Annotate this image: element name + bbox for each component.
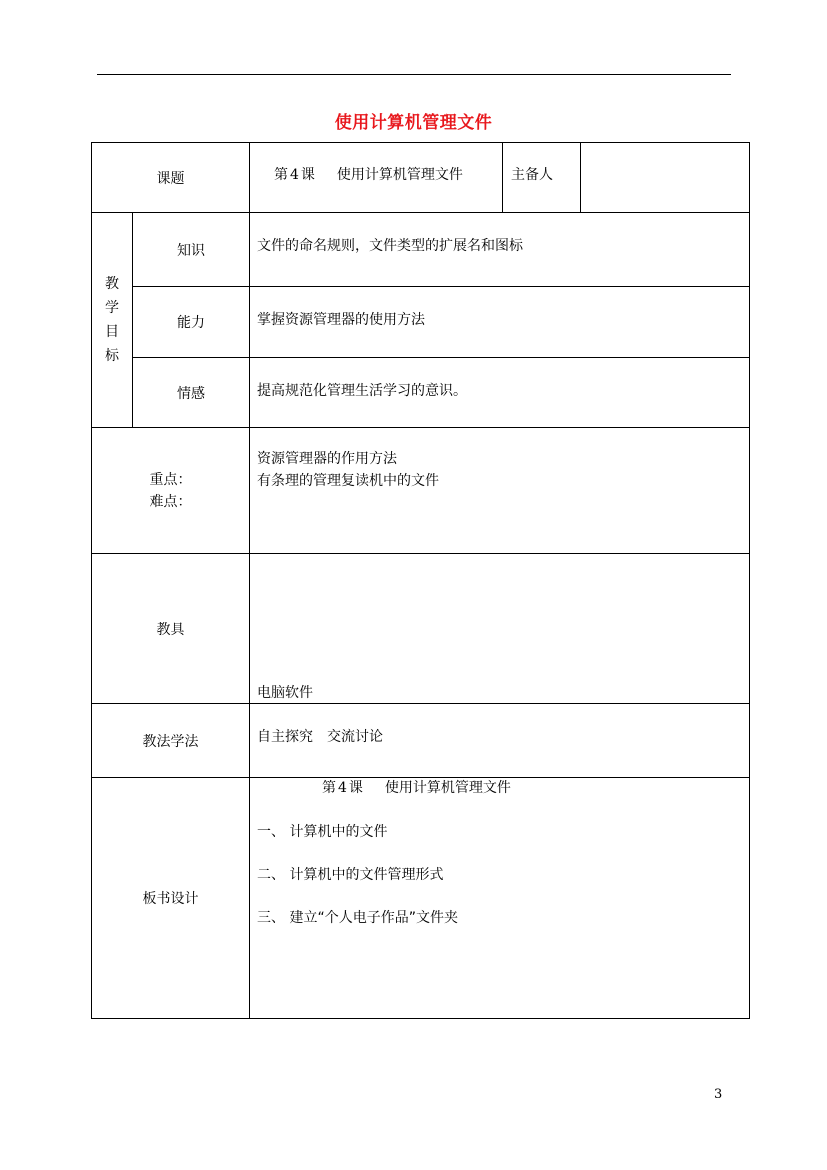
ability-content-cell (250, 287, 750, 358)
board-title-number: 4 (338, 780, 347, 796)
topic-label: 课题 (156, 170, 185, 187)
key-points-label-cell (92, 428, 250, 554)
board-item: 一、 计算机中的文件 (257, 824, 388, 840)
knowledge-text: 文件的命名规则，文件类型的扩展名和图标 (257, 238, 523, 254)
method-label-cell (92, 704, 250, 778)
knowledge-content-cell (250, 213, 750, 287)
ability-row (92, 287, 750, 358)
key-points-content-cell (250, 428, 750, 554)
emotion-label: 情感 (177, 385, 205, 402)
emotion-label-cell (133, 358, 250, 428)
key-points-row (92, 428, 750, 554)
teaching-goals-label-cell (92, 213, 133, 428)
board-title-prefix: 第 (322, 780, 336, 796)
knowledge-label-cell (133, 213, 250, 287)
board-design-content-cell (250, 778, 750, 1019)
method-text: 自主探究 交流讨论 (257, 729, 383, 745)
tools-label: 教具 (156, 621, 185, 638)
knowledge-label: 知识 (177, 242, 205, 259)
ability-text: 掌握资源管理器的使用方法 (257, 312, 425, 328)
tools-row (92, 554, 750, 704)
preparer-label: 主备人 (511, 167, 553, 183)
topic-label-cell (92, 143, 250, 213)
emotion-text: 提高规范化管理生活学习的意识。 (257, 383, 467, 399)
method-content-cell (250, 704, 750, 778)
knowledge-row (92, 213, 750, 287)
tools-content-cell (250, 554, 750, 704)
goals-label-char: 标 (105, 348, 119, 364)
board-title (322, 779, 749, 797)
tools-text: 电脑软件 (257, 685, 313, 701)
board-title-name: 使用计算机管理文件 (384, 780, 511, 796)
lesson-plan-table (91, 142, 750, 1019)
topic-suffix: 课 (300, 167, 315, 183)
goals-label-char: 学 (105, 300, 119, 316)
board-item: 二、 计算机中的文件管理形式 (257, 867, 444, 883)
ability-label: 能力 (177, 315, 205, 331)
goals-label-char: 教 (105, 276, 119, 292)
topic-number: 4 (290, 167, 299, 183)
preparer-value-cell (581, 143, 750, 213)
difficulty-label: 难点： (149, 493, 192, 510)
preparer-label-cell (503, 143, 581, 213)
tools-label-cell (92, 554, 250, 704)
board-item: 三、 建立“个人电子作品”文件夹 (257, 910, 458, 926)
board-design-row (92, 778, 750, 1019)
key-point-label: 重点： (149, 471, 192, 488)
method-label: 教法学法 (142, 733, 199, 750)
board-title-suffix: 课 (348, 780, 363, 796)
topic-value-cell (250, 143, 503, 213)
board-design-label: 板书设计 (142, 891, 199, 907)
board-design-label-cell (92, 778, 250, 1019)
header-rule (97, 74, 731, 75)
key-point-text: 资源管理器的作用方法 (257, 451, 397, 467)
emotion-row (92, 358, 750, 428)
difficulty-text: 有条理的管理复读机中的文件 (257, 473, 439, 489)
method-row (92, 704, 750, 778)
topic-prefix: 第 (274, 167, 288, 183)
emotion-content-cell (250, 358, 750, 428)
topic-row (92, 143, 750, 213)
page-number: 3 (714, 1087, 723, 1102)
document-title: 使用计算机管理文件 (334, 113, 493, 133)
ability-label-cell (133, 287, 250, 358)
goals-label-char: 目 (105, 324, 119, 340)
topic-name: 使用计算机管理文件 (336, 167, 463, 183)
